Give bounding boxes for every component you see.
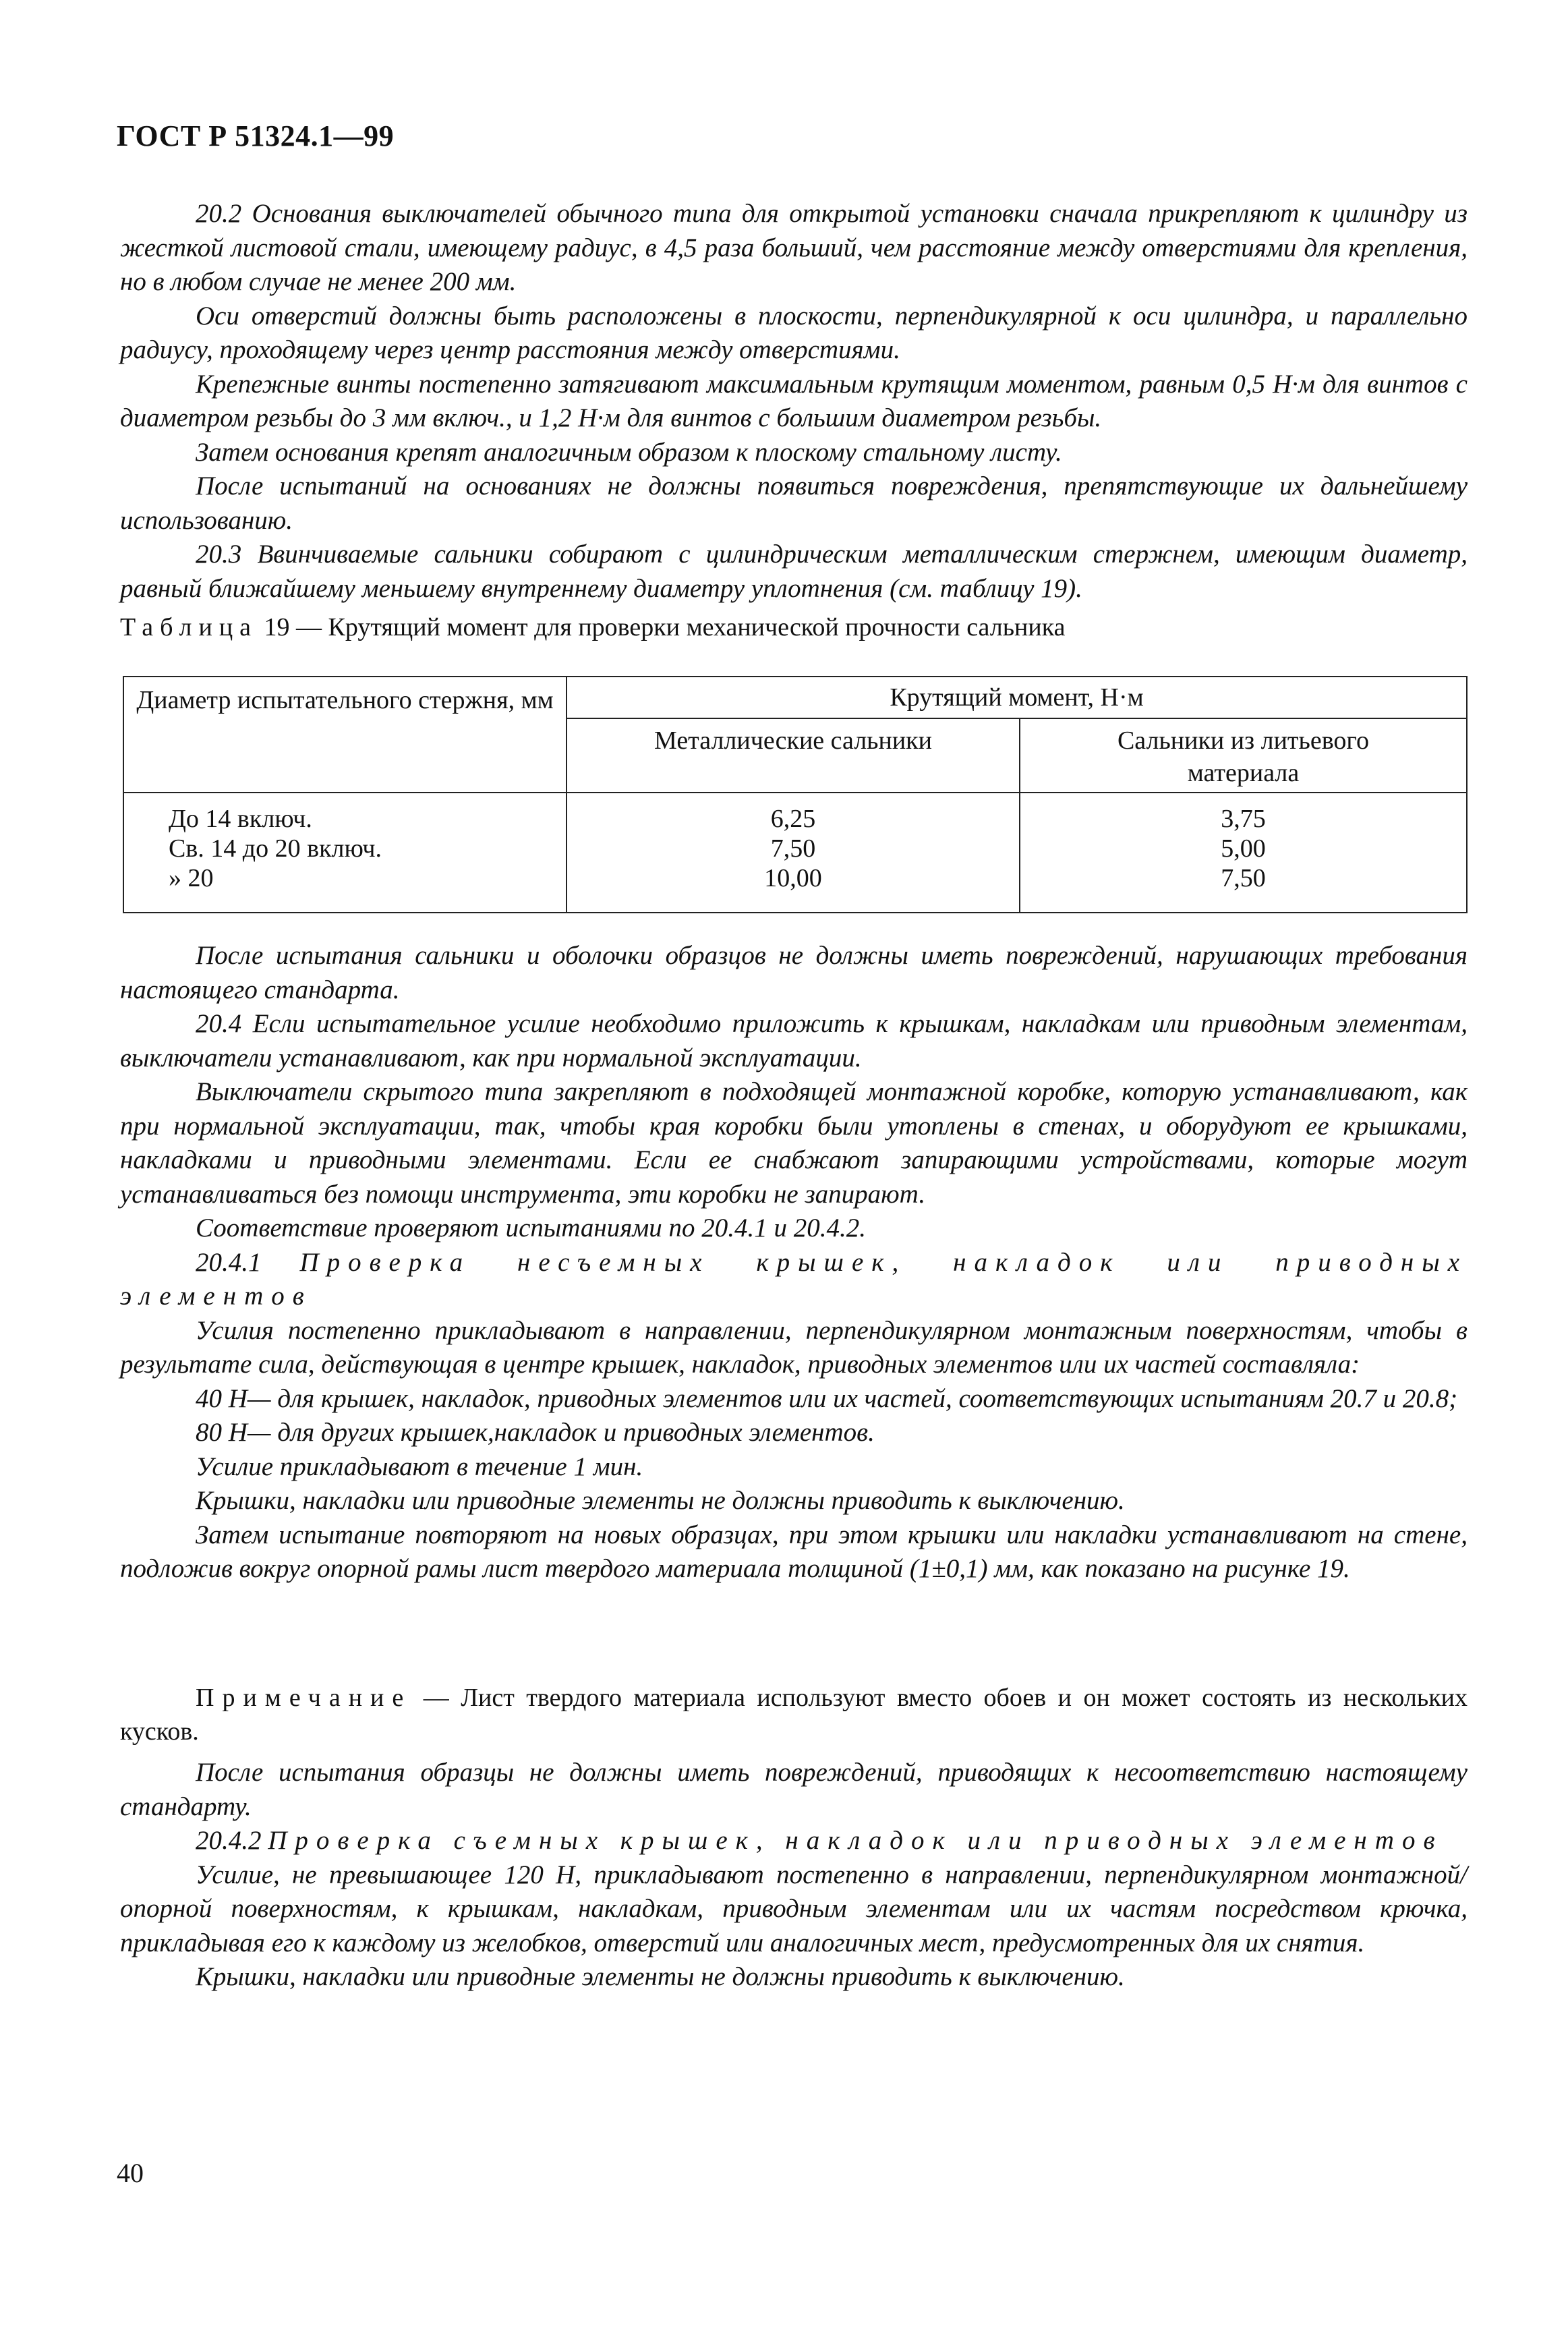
table-header-cast: Сальники из литьевого материала [1020, 718, 1467, 793]
note-block [120, 1681, 1468, 1748]
paragraph: 20.3 Ввинчиваемые сальники собирают с цилиндрическим металлическим стержнем, имеющим диаметр, равный ближайшему меньшему внутреннему диаметру уплотнения (см. таблицу 19). [120, 540, 1468, 603]
paragraph: 20.4 Если испытательное усилие необходимо приложить к крышкам, накладкам или приводным элементам, выключатели устанавливают, как при нормальной эксплуатации. [120, 1009, 1468, 1072]
section-title: Проверка съемных крышек, накладок или приводных элементов [268, 1826, 1443, 1855]
table-header-metal: Металлические сальники [567, 718, 1020, 793]
paragraph: Усилие прикладывают в течение 1 мин. [196, 1452, 643, 1481]
text-block-3 [120, 1756, 1468, 1995]
table-value: 7,50 [1221, 864, 1266, 892]
table-value: 5,00 [1221, 834, 1266, 863]
section-title: Проверка несъемных крышек, накладок или приводных элементов [120, 1247, 1468, 1311]
paragraph: Крышки, накладки или приводные элементы не должны приводить к выключению. [196, 1486, 1125, 1515]
table-caption-text: 19 — Крутящий момент для проверки механической прочности сальника [264, 613, 1066, 641]
table-header-diameter: Диаметр испытательного стержня, мм [123, 677, 567, 793]
section-number: 20.4.1 [196, 1247, 262, 1277]
section-heading-20-4-1 [120, 1246, 1468, 1314]
paragraph: Выключатели скрытого типа закрепляют в подходящей монтажной коробке, которую устанавливают, как при нормальной эксплуатации, так, чтобы края коробки были утоплены в стенах, и оборудуют ее крышками, накладками и приводными элементами. Если ее снабжают запирающими устройствами, которые могут устанавливаться без помощи инструмента, эти коробки не запирают. [120, 1077, 1468, 1209]
table-caption [120, 612, 1469, 642]
note-text: — Лист твердого материала используют вместо обоев и он может состоять из нескольких кусков. [120, 1684, 1468, 1746]
table-value: 3,75 [1221, 805, 1266, 833]
paragraph: Усилие, не превышающее 120 Н, прикладывают постепенно в направлении, перпендикулярном монтажной/опорной поверхностям, к крышкам, накладкам, приводным элементам или их частям посредством крючка, прикладывая его к каждому из желобков, отверстий или аналогичных мест, предусмотренных для их снятия. [120, 1860, 1468, 1957]
torque-table [123, 676, 1468, 913]
section-number: 20.4.2 [196, 1826, 262, 1855]
table-value: 7,50 [770, 834, 816, 863]
document-header: ГОСТ Р 51324.1—99 [117, 119, 395, 152]
paragraph: 40 Н— для крышек, накладок, приводных элементов или их частей, соответствующих испытаниям 20.7 и 20.8; [196, 1383, 1458, 1413]
section-heading-20-4-2 [120, 1824, 1468, 1858]
text-block-1 [120, 197, 1468, 606]
note-paragraph [120, 1681, 1468, 1748]
paragraph: 20.2 Основания выключателей обычного типа для открытой установки сначала прикрепляют к цилиндру из жесткой листовой стали, имеющему радиус, в 4,5 раза больший, чем расстояние между отверстиями для крепления, но в любом случае не менее 200 мм. [120, 199, 1468, 296]
paragraph: Усилия постепенно прикладывают в направлении, перпендикулярном монтажным поверхностям, чтобы в результате сила, действующая в центре крышек, накладок, приводных элементов или их частей составляла: [120, 1315, 1468, 1379]
table-cell-diameters [123, 793, 567, 913]
table-value: 10,00 [764, 864, 822, 892]
paragraph: Затем испытание повторяют на новых образцах, при этом крышки или накладки устанавливают на стене, подложив вокруг опорной рамы лист твердого материала толщиной (1±0,1) мм, как показано на рисунке 19. [120, 1520, 1468, 1583]
paragraph: Крепежные винты постепенно затягивают максимальным крутящим моментом, равным 0,5 Н·м для винтов с диаметром резьбы до 3 мм включ., и 1,2 Н·м для винтов с большим диаметром резьбы. [120, 369, 1468, 432]
text-block-2 [120, 939, 1468, 1586]
table-header-torque: Крутящий момент, Н·м [567, 677, 1467, 718]
paragraph: После испытаний на основаниях не должны появиться повреждения, препятствующие их дальнейшему использованию. [120, 471, 1468, 535]
table-row-label: До 14 включ. [169, 805, 312, 833]
paragraph: Соответствие проверяют испытаниями по 20.4.1 и 20.4.2. [196, 1213, 867, 1242]
page-number: 40 [117, 2158, 144, 2188]
paragraph: Крышки, накладки или приводные элементы не должны приводить к выключению. [196, 1962, 1125, 1991]
table-row-label: » 20 [169, 864, 214, 892]
paragraph: Затем основания крепят аналогичным образом к плоскому стальному листу. [196, 437, 1062, 467]
paragraph: Оси отверстий должны быть расположены в плоскости, перпендикулярной к оси цилиндра, и параллельно радиусу, проходящему через центр расстояния между отверстиями. [120, 301, 1468, 364]
table-row-label: Св. 14 до 20 включ. [169, 834, 382, 863]
note-label: Примечание [196, 1684, 412, 1712]
paragraph: После испытания сальники и оболочки образцов не должны иметь повреждений, нарушающих требования настоящего стандарта. [120, 941, 1468, 1004]
table-cell-cast [1020, 793, 1467, 913]
paragraph: 80 Н— для других крышек,накладок и приводных элементов. [196, 1418, 875, 1447]
paragraph: После испытания образцы не должны иметь повреждений, приводящих к несоответствию настоящему стандарту. [120, 1758, 1468, 1821]
table-cell-metal [567, 793, 1020, 913]
table-caption-label: Таблица [120, 613, 258, 641]
table-value: 6,25 [770, 805, 816, 833]
